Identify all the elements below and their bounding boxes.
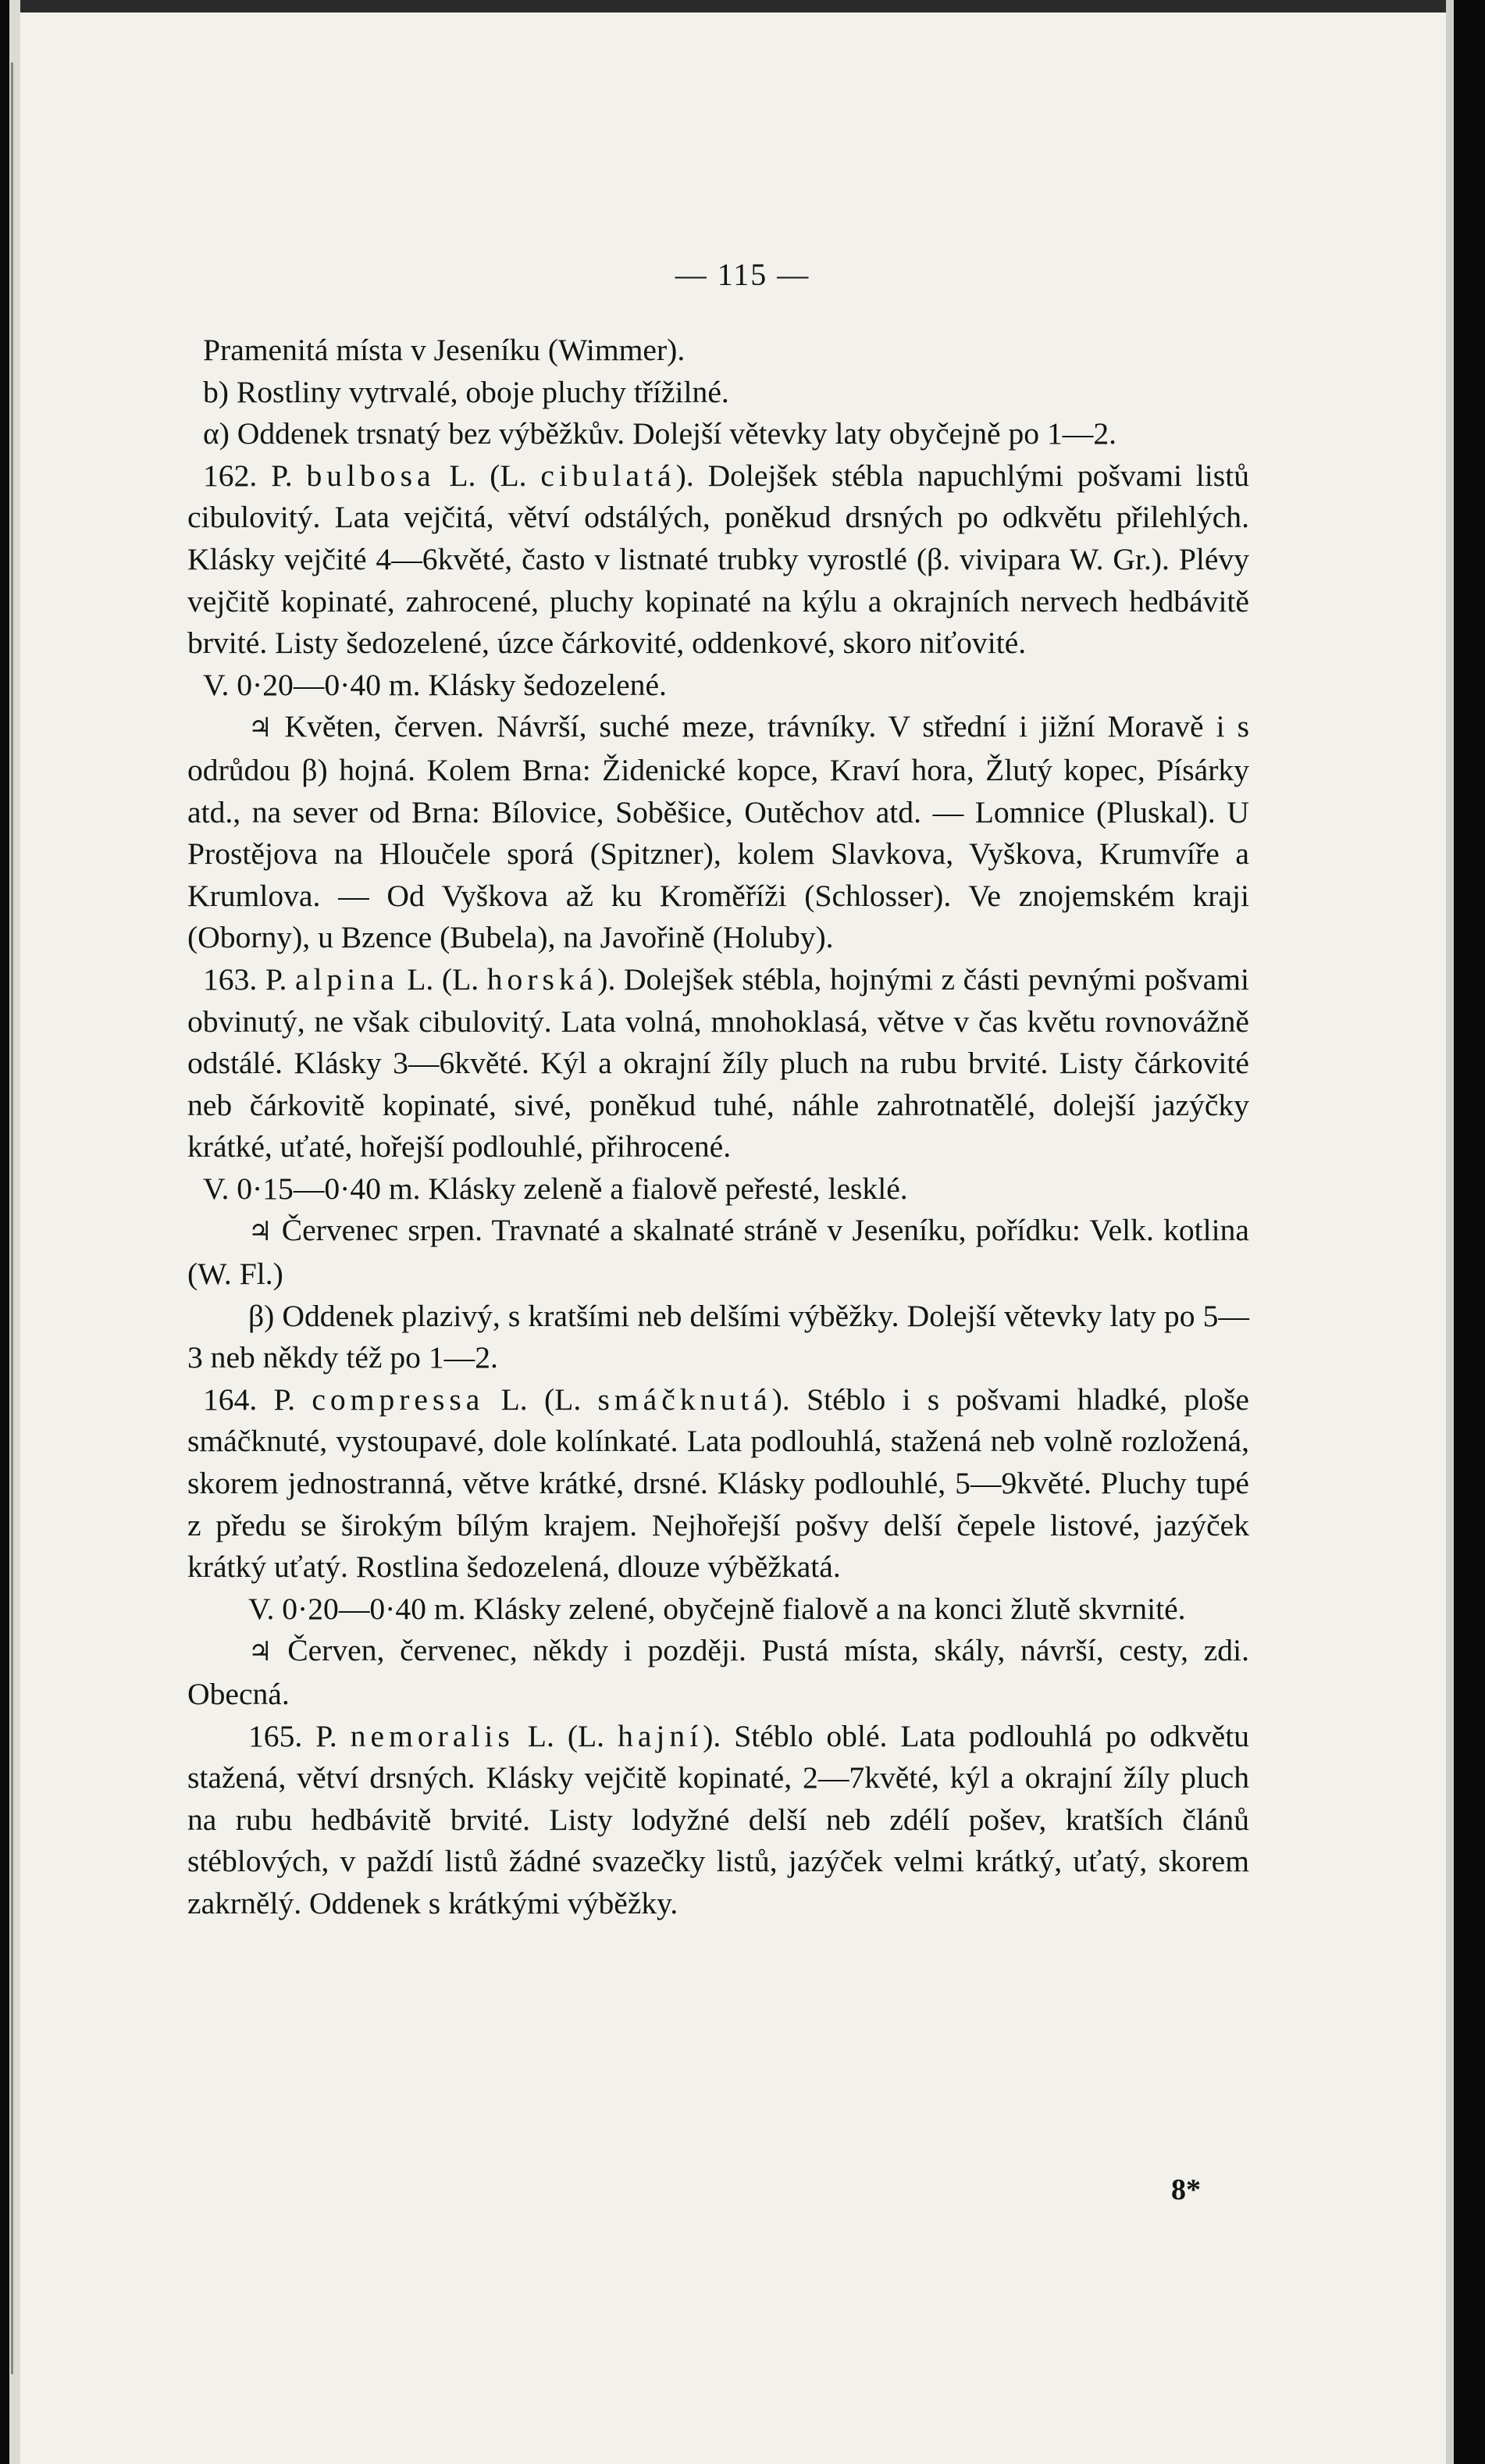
latin-name: alpina xyxy=(294,961,399,997)
page-body xyxy=(187,330,1249,1925)
distribution-163: ♃ Červenec srpen. Travnaté a skalnaté stráně v Jeseníku, pořídku: Velk. kotlina (W. Fl.) xyxy=(187,1213,1249,1292)
perennial-symbol-icon: ♃ xyxy=(248,1218,272,1247)
paragraph-key-beta: β) Oddenek plazivý, s kratšími neb delšími výběžky. Dolejší větevky laty po 5—3 neb někdy též po 1—2. xyxy=(187,1298,1249,1375)
perennial-symbol-icon: ♃ xyxy=(248,1638,272,1667)
czech-name: horská xyxy=(486,961,598,997)
height-line-163: V. 0·15—0·40 m. Klásky zeleně a fialově peřesté, lesklé. xyxy=(203,1171,908,1206)
scan-right-edge xyxy=(1454,0,1485,2464)
latin-name: nemoralis xyxy=(350,1718,515,1753)
height-line-162: V. 0·20—0·40 m. Klásky šedozelené. xyxy=(203,667,667,702)
czech-name: cibulatá xyxy=(540,458,676,493)
species-entry-162: 162. P. bulbosa L. (L. cibulatá). Dolejšek stébla napuchlými pošvami listů cibulovitý. Lata vejčitá, větví odstálých, poněkud drsných po odkvětu přilehlých. Klásky vejčité 4—6květé, často v listnaté trubky vyrostlé (β. vivipara W. Gr.). Plévy vejčitě kopinaté, zahrocené, pluchy kopinaté na kýlu a okrajních nervech hedbávitě brvité. Listy šedozelené, úzce čárkovité, oddenkové, skoro niťovité. xyxy=(187,458,1249,661)
paragraph-key-alpha: α) Oddenek trsnatý bez výběžkův. Dolejší větevky laty obyčejně po 1—2. xyxy=(203,416,1117,451)
binding-line xyxy=(11,62,13,2374)
page-number: — 115 — xyxy=(675,257,810,292)
scan-top-edge xyxy=(9,0,1454,12)
perennial-symbol-icon: ♃ xyxy=(248,714,272,743)
printer-signature-mark: 8* xyxy=(1171,2173,1201,2206)
species-entry-164: 164. P. compressa L. (L. smáčknutá). Stéblo i s pošvami hladké, ploše smáčknuté, vystoupavé, dole kolínkaté. Lata podlouhlá, stažená neb volně rozložená, skorem jednostranná, větve krátké, drsné. Klásky podlouhlé, 5—9květé. Pluchy tupé z předu se širokým bílým krajem. Nejhořejší pošvy delší čepele listové, jazýček krátký uťatý. Rostlina šedozelená, dlouze výběžkatá. xyxy=(187,1382,1249,1585)
species-entry-163: 163. P. alpina L. (L. horská). Dolejšek stébla, hojnými z části pevnými pošvami obvinutý, ne však cibulovitý. Lata volná, mnohoklasá, větve v čas květu rovnovážně odstálé. Klásky 3—6květé. Kýl a okrajní žíly pluch na rubu brvité. Listy čárkovité neb čárkovitě kopinaté, sivé, poněkud tuhé, náhle zahrotnatělé, dolejší jazýčky krátké, uťaté, hořejší podlouhlé, přihrocené. xyxy=(187,961,1249,1164)
distribution-162: ♃ Květen, červen. Návrší, suché meze, trávníky. V střední i jižní Moravě i s odrůdou β) hojná. Kolem Brna: Židenické kopce, Kraví hora, Žlutý kopec, Písárky atd., na sever od Brna: Bílovice, Soběšice, Outěchov atd. — Lomnice (Pluskal). U Prostějova na Hloučele sporá (Spitzner), kolem Slavkova, Vyškova, Krumvíře a Krumlova. — Od Vyškova až ku Kroměříži (Schlosser). Ve znojemském kraji (Oborny), u Bzence (Bubela), na Javořině (Holuby). xyxy=(187,709,1249,955)
scan-right-margin xyxy=(1446,0,1454,2464)
distribution-164: ♃ Červen, červenec, někdy i později. Pustá místa, skály, návrší, cesty, zdi. Obecná. xyxy=(187,1633,1249,1711)
height-line-164: V. 0·20—0·40 m. Klásky zelené, obyčejně fialově a na konci žlutě skvrnité. xyxy=(248,1591,1186,1626)
czech-name: hajní xyxy=(618,1718,703,1753)
paragraph-key-b: b) Rostliny vytrvalé, oboje pluchy třížilné. xyxy=(203,374,729,409)
czech-name: smáčknutá xyxy=(597,1382,772,1417)
scan-left-edge xyxy=(0,0,9,2464)
paragraph-habitat-jesenik: Pramenitá místa v Jeseníku (Wimmer). xyxy=(203,333,686,367)
latin-name: compressa xyxy=(312,1382,485,1417)
latin-name: bulbosa xyxy=(306,458,436,493)
species-entry-165: 165. P. nemoralis L. (L. hajní). Stéblo oblé. Lata podlouhlá po odkvětu stažená, větví drsných. Klásky vejčitě kopinaté, 2—7květé, kýl a okrajní žíly pluch na rubu hedbávitě brvité. Listy lodyžné delší neb zdélí pošev, kratších článů stéblových, v paždí listů žádné svazečky listů, jazýček velmi krátký, uťatý, skorem zakrnělý. Oddenek s krátkými výběžky. xyxy=(187,1718,1249,1920)
